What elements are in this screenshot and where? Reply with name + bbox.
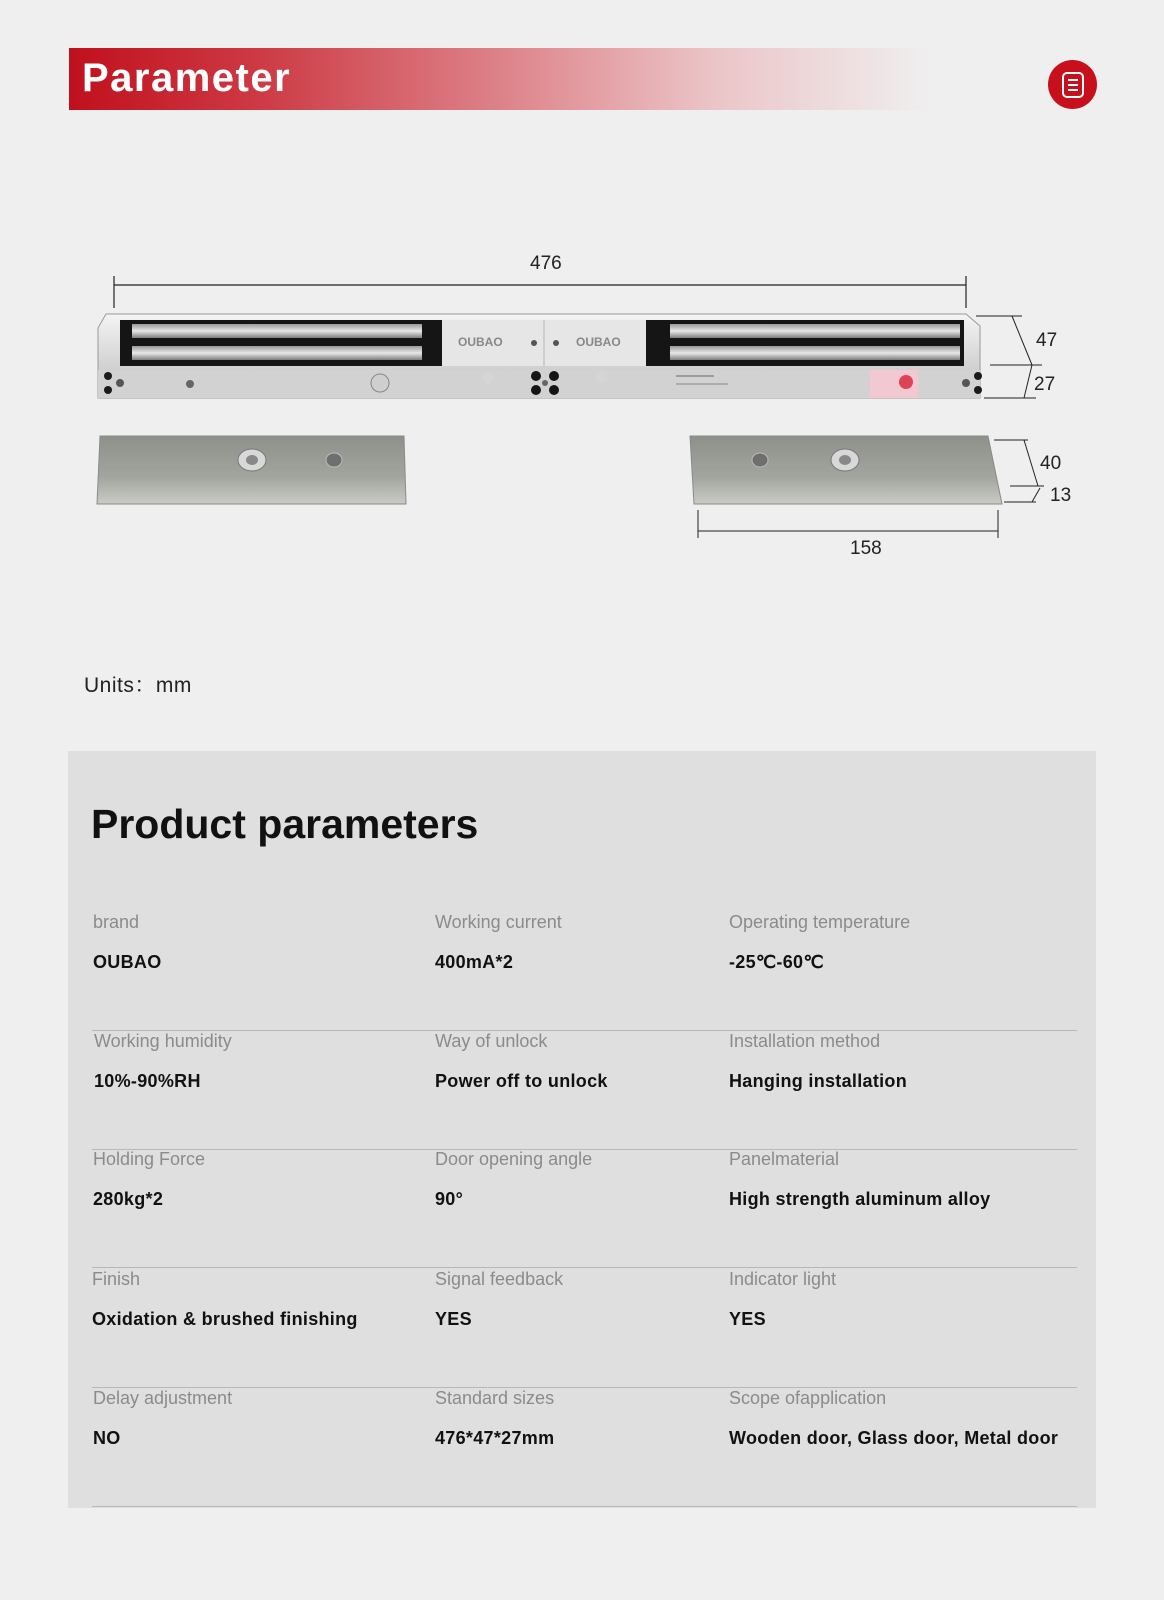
param-label: Delay adjustment [93, 1388, 233, 1408]
param-value: NO [93, 1428, 121, 1448]
param-label: Panelmaterial [729, 1149, 840, 1169]
param-value: Oxidation & brushed finishing [92, 1309, 358, 1329]
param-row [92, 912, 1077, 1031]
param-value: High strength aluminum alloy [729, 1189, 991, 1209]
param-value: YES [729, 1309, 766, 1329]
param-value: Power off to unlock [435, 1071, 608, 1091]
param-row [92, 1269, 1077, 1388]
param-value: 280kg*2 [93, 1189, 164, 1209]
param-value: 476*47*27mm [435, 1428, 555, 1448]
dimension-height-label: 47 [1036, 330, 1058, 351]
param-value: OUBAO [93, 952, 162, 972]
param-label: Indicator light [729, 1269, 837, 1289]
maglock-illustration [0, 220, 1164, 580]
brand-mark-left: OUBAO [458, 335, 503, 349]
dimension-depth-label: 27 [1034, 374, 1056, 395]
param-label: Operating temperature [729, 912, 911, 932]
param-row [92, 1388, 1077, 1507]
param-label: Door opening angle [435, 1149, 593, 1169]
param-row [92, 1031, 1077, 1150]
param-label: Holding Force [93, 1149, 206, 1169]
product-diagram [0, 220, 1164, 580]
panel-title: Product parameters [91, 801, 479, 847]
dimension-plate-depth-label: 13 [1050, 485, 1072, 506]
page-title: Parameter [82, 56, 292, 100]
brand-mark-right: OUBAO [576, 335, 621, 349]
param-label: Standard sizes [435, 1388, 555, 1408]
param-value: Hanging installation [729, 1071, 908, 1091]
document-list-icon [1060, 71, 1086, 99]
param-label: brand [93, 912, 140, 932]
param-value: 10%-90%RH [94, 1071, 201, 1091]
dimension-plate-length-label: 158 [850, 538, 882, 559]
dimension-length-label: 476 [530, 253, 562, 274]
dimension-plate-height-label: 40 [1040, 453, 1062, 474]
param-label: Way of unlock [435, 1031, 548, 1051]
param-label: Installation method [729, 1031, 881, 1051]
param-value: Wooden door, Glass door, Metal door [729, 1428, 1059, 1448]
units-note: Units：mm [84, 674, 192, 697]
param-label: Finish [92, 1269, 141, 1289]
param-label: Scope ofapplication [729, 1388, 887, 1408]
param-row [92, 1149, 1077, 1268]
menu-button[interactable] [1048, 60, 1097, 109]
param-label: Working current [435, 912, 562, 932]
param-label: Signal feedback [435, 1269, 564, 1289]
param-value: 400mA*2 [435, 952, 514, 972]
param-value: YES [435, 1309, 472, 1329]
param-label: Working humidity [94, 1031, 232, 1051]
param-value: -25℃-60℃ [729, 952, 824, 972]
param-value: 90° [435, 1189, 464, 1209]
product-parameters-panel [68, 751, 1096, 1508]
